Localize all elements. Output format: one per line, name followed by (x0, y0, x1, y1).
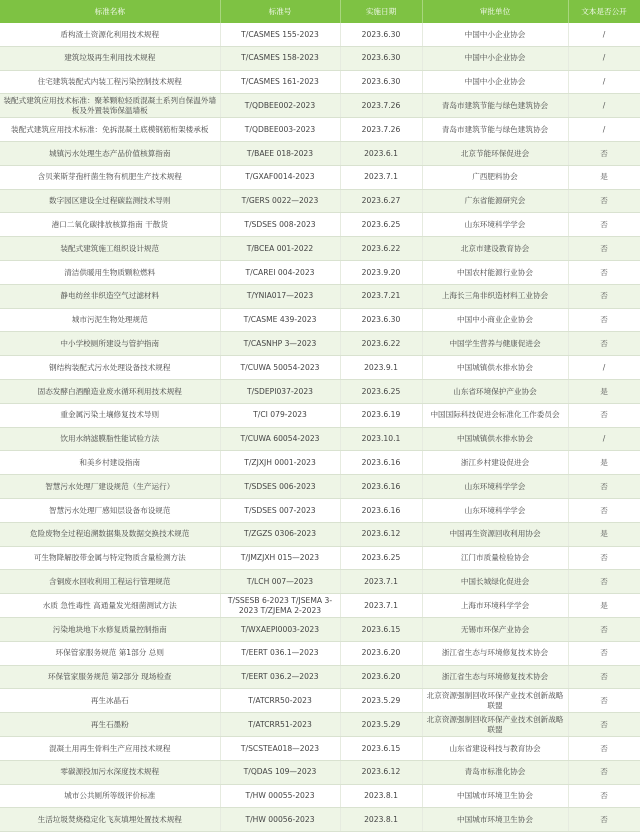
standard-name-cell: 中小学校厕所建设与管护指南 (0, 332, 220, 356)
text-public-cell: 否 (568, 260, 640, 284)
implementation-date-cell: 2023.7.1 (340, 594, 422, 618)
implementation-date-cell: 2023.9.20 (340, 260, 422, 284)
standard-name-cell: 可生物降解胶带金属与特定物质含量检测方法 (0, 546, 220, 570)
standard-name-cell: 和美乡村建设指南 (0, 451, 220, 475)
text-public-cell: 是 (568, 522, 640, 546)
standard-name-cell: 环保管家服务规范 第1部分 总则 (0, 641, 220, 665)
table-row (0, 260, 640, 284)
table-header-row (0, 0, 640, 23)
text-public-cell: 否 (568, 141, 640, 165)
standard-number-cell: T/WXAEPI0003-2023 (220, 617, 340, 641)
standard-number-cell: T/YNIA017—2023 (220, 284, 340, 308)
table-row (0, 713, 640, 737)
standard-name-cell: 智慧污水处理厂建设规范（生产运行） (0, 475, 220, 499)
table-row (0, 356, 640, 380)
standard-number-cell: T/EERT 036.2—2023 (220, 665, 340, 689)
standard-name-cell: 盾构渣土资源化利用技术规程 (0, 23, 220, 46)
standard-name-cell: 危险废物全过程追溯数据集及数据交换技术规范 (0, 522, 220, 546)
approving-unit-cell: 上海市环境科学学会 (422, 594, 568, 618)
approving-unit-cell: 浙江省生态与环境修复技术协会 (422, 665, 568, 689)
table-row (0, 522, 640, 546)
approving-unit-cell: 中国国际科技促进会标准化工作委员会 (422, 403, 568, 427)
standard-number-cell: T/CASNHP 3—2023 (220, 332, 340, 356)
standard-name-cell: 饮用水纳滤膜脂性能试验方法 (0, 427, 220, 451)
standard-number-cell: T/SSESB 6-2023 T/JSEMA 3-2023 T/ZJEMA 2-2023 (220, 594, 340, 618)
text-public-cell: 否 (568, 760, 640, 784)
implementation-date-cell: 2023.6.12 (340, 522, 422, 546)
approving-unit-cell: 青岛市标准化协会 (422, 760, 568, 784)
standard-name-cell: 住宅建筑装配式内装工程污染控制技术规程 (0, 70, 220, 94)
text-public-cell: 否 (568, 403, 640, 427)
table-row (0, 736, 640, 760)
implementation-date-cell: 2023.5.29 (340, 689, 422, 713)
text-public-cell: 否 (568, 189, 640, 213)
text-public-cell: 是 (568, 379, 640, 403)
table-row (0, 379, 640, 403)
text-public-cell: 否 (568, 213, 640, 237)
standard-name-cell: 重金属污染土壤修复技术导则 (0, 403, 220, 427)
table-row (0, 475, 640, 499)
implementation-date-cell: 2023.6.15 (340, 617, 422, 641)
table-row (0, 689, 640, 713)
approving-unit-cell: 中国中小企业协会 (422, 46, 568, 70)
approving-unit-cell: 中国中小企业协会 (422, 70, 568, 94)
standard-name-cell: 再生冰晶石 (0, 689, 220, 713)
standard-number-cell: T/QDBEE003-2023 (220, 118, 340, 142)
header-standard-number: 标准号 (220, 0, 340, 23)
table-row (0, 332, 640, 356)
implementation-date-cell: 2023.6.16 (340, 498, 422, 522)
standard-name-cell: 装配式建筑应用技术标准：免拆混凝土底模钢筋桁架楼承板 (0, 118, 220, 142)
table-body (0, 23, 640, 832)
text-public-cell: 否 (568, 237, 640, 261)
approving-unit-cell: 中国长城绿化促进会 (422, 570, 568, 594)
table-row (0, 641, 640, 665)
implementation-date-cell: 2023.6.22 (340, 237, 422, 261)
standard-number-cell: T/BAEE 018-2023 (220, 141, 340, 165)
implementation-date-cell: 2023.6.25 (340, 546, 422, 570)
table-row (0, 237, 640, 261)
text-public-cell: 否 (568, 713, 640, 737)
standard-number-cell: T/ZJXJH 0001-2023 (220, 451, 340, 475)
approving-unit-cell: 北京资源强制回收环保产业技术创新战略联盟 (422, 713, 568, 737)
text-public-cell: 否 (568, 736, 640, 760)
implementation-date-cell: 2023.6.16 (340, 475, 422, 499)
standard-number-cell: T/SDSES 006-2023 (220, 475, 340, 499)
standard-name-cell: 钢结构装配式污水处理设备技术规程 (0, 356, 220, 380)
approving-unit-cell: 山东环境科学学会 (422, 475, 568, 499)
implementation-date-cell: 2023.6.12 (340, 760, 422, 784)
standard-name-cell: 城镇污水处理生态产品价值核算指南 (0, 141, 220, 165)
implementation-date-cell: 2023.6.25 (340, 379, 422, 403)
table-row (0, 594, 640, 618)
table-row (0, 760, 640, 784)
standard-name-cell: 港口二氧化碳排放核算指南 干散货 (0, 213, 220, 237)
text-public-cell: 否 (568, 308, 640, 332)
table-row (0, 665, 640, 689)
table-row (0, 165, 640, 189)
approving-unit-cell: 青岛市建筑节能与绿色建筑协会 (422, 118, 568, 142)
standard-name-cell: 生活垃圾焚烧稳定化飞灰填埋处置技术规程 (0, 808, 220, 832)
standard-number-cell: T/SDSES 007-2023 (220, 498, 340, 522)
standard-name-cell: 固态发酵白酒酿造业废水循环利用技术规程 (0, 379, 220, 403)
table-row (0, 213, 640, 237)
implementation-date-cell: 2023.6.30 (340, 308, 422, 332)
standard-number-cell: T/GXAF0014-2023 (220, 165, 340, 189)
header-standard-name: 标准名称 (0, 0, 220, 23)
approving-unit-cell: 中国城镇供水排水协会 (422, 356, 568, 380)
standard-number-cell: T/SDEPI037-2023 (220, 379, 340, 403)
table-row (0, 784, 640, 808)
text-public-cell: 否 (568, 689, 640, 713)
text-public-cell: / (568, 356, 640, 380)
approving-unit-cell: 青岛市建筑节能与绿色建筑协会 (422, 94, 568, 118)
text-public-cell: 否 (568, 332, 640, 356)
standard-name-cell: 城市公共厕所等级评价标准 (0, 784, 220, 808)
standard-name-cell: 零碳源投加污水深度技术规程 (0, 760, 220, 784)
standard-number-cell: T/CASMES 161-2023 (220, 70, 340, 94)
standard-name-cell: 污染地块地下水修复质量控制指南 (0, 617, 220, 641)
text-public-cell: 是 (568, 451, 640, 475)
standard-name-cell: 装配式建筑应用技术标准：聚苯颗粒轻质混凝土系列自保温外墙板及外置装饰保温墙板 (0, 94, 220, 118)
implementation-date-cell: 2023.6.30 (340, 46, 422, 70)
standard-name-cell: 智慧污水处理厂感知层设备布设规范 (0, 498, 220, 522)
standard-number-cell: T/JMZJXH 015—2023 (220, 546, 340, 570)
standard-name-cell: 含铜废水回收利用工程运行管理规范 (0, 570, 220, 594)
implementation-date-cell: 2023.7.26 (340, 94, 422, 118)
text-public-cell: 是 (568, 165, 640, 189)
table-row (0, 70, 640, 94)
standard-number-cell: T/HW 00056-2023 (220, 808, 340, 832)
approving-unit-cell: 上海长三角非织造材料工业协会 (422, 284, 568, 308)
table-row (0, 617, 640, 641)
approving-unit-cell: 中国城市环境卫生协会 (422, 808, 568, 832)
approving-unit-cell: 江门市质量检验协会 (422, 546, 568, 570)
text-public-cell: / (568, 23, 640, 46)
standard-number-cell: T/CUWA 50054-2023 (220, 356, 340, 380)
approving-unit-cell: 广东省能源研究会 (422, 189, 568, 213)
text-public-cell: 否 (568, 570, 640, 594)
implementation-date-cell: 2023.5.29 (340, 713, 422, 737)
standard-number-cell: T/EERT 036.1—2023 (220, 641, 340, 665)
text-public-cell: 否 (568, 284, 640, 308)
table-row (0, 23, 640, 46)
standard-name-cell: 含贝莱斯芽孢杆菌生物有机肥生产技术规程 (0, 165, 220, 189)
table-row (0, 284, 640, 308)
standard-name-cell: 再生石墨粉 (0, 713, 220, 737)
standard-name-cell: 静电纺丝非织造空气过滤材料 (0, 284, 220, 308)
standard-number-cell: T/CUWA 60054-2023 (220, 427, 340, 451)
standard-name-cell: 数字园区建设全过程碳监测技术导则 (0, 189, 220, 213)
header-implementation-date: 实施日期 (340, 0, 422, 23)
text-public-cell: 否 (568, 498, 640, 522)
standard-number-cell: T/QDAS 109—2023 (220, 760, 340, 784)
table-row (0, 498, 640, 522)
implementation-date-cell: 2023.8.1 (340, 808, 422, 832)
standard-name-cell: 环保管家服务规范 第2部分 现场检查 (0, 665, 220, 689)
approving-unit-cell: 山东环境科学学会 (422, 213, 568, 237)
approving-unit-cell: 山东省环境保护产业协会 (422, 379, 568, 403)
approving-unit-cell: 山东省建设科技与教育协会 (422, 736, 568, 760)
approving-unit-cell: 北京市建设教育协会 (422, 237, 568, 261)
standard-number-cell: T/SDSES 008-2023 (220, 213, 340, 237)
approving-unit-cell: 浙江乡村建设促进会 (422, 451, 568, 475)
approving-unit-cell: 中国城镇供水排水协会 (422, 427, 568, 451)
implementation-date-cell: 2023.7.1 (340, 165, 422, 189)
table-row (0, 189, 640, 213)
implementation-date-cell: 2023.6.20 (340, 665, 422, 689)
table-row (0, 570, 640, 594)
standard-number-cell: T/CASME 439-2023 (220, 308, 340, 332)
standard-name-cell: 城市污泥生物处理规范 (0, 308, 220, 332)
standard-number-cell: T/SCSTEA018—2023 (220, 736, 340, 760)
implementation-date-cell: 2023.6.25 (340, 213, 422, 237)
implementation-date-cell: 2023.6.16 (340, 451, 422, 475)
header-text-public: 文本是否公开 (568, 0, 640, 23)
approving-unit-cell: 北京资源强制回收环保产业技术创新战略联盟 (422, 689, 568, 713)
approving-unit-cell: 浙江省生态与环境修复技术协会 (422, 641, 568, 665)
standard-number-cell: T/CASMES 158-2023 (220, 46, 340, 70)
table-row (0, 451, 640, 475)
standard-number-cell: T/ATCRR50-2023 (220, 689, 340, 713)
text-public-cell: / (568, 46, 640, 70)
text-public-cell: 否 (568, 546, 640, 570)
standard-name-cell: 清洁供暖用生物质颗粒燃料 (0, 260, 220, 284)
approving-unit-cell: 山东环境科学学会 (422, 498, 568, 522)
header-approving-unit: 审批单位 (422, 0, 568, 23)
approving-unit-cell: 中国再生资源回收利用协会 (422, 522, 568, 546)
standard-number-cell: T/CASMES 155-2023 (220, 23, 340, 46)
table-row (0, 46, 640, 70)
implementation-date-cell: 2023.8.1 (340, 784, 422, 808)
approving-unit-cell: 中国中小商业企业协会 (422, 308, 568, 332)
text-public-cell: 否 (568, 665, 640, 689)
implementation-date-cell: 2023.7.21 (340, 284, 422, 308)
text-public-cell: / (568, 94, 640, 118)
approving-unit-cell: 北京节能环保促进会 (422, 141, 568, 165)
standard-number-cell: T/QDBEE002-2023 (220, 94, 340, 118)
approving-unit-cell: 中国学生营养与健康促进会 (422, 332, 568, 356)
implementation-date-cell: 2023.7.26 (340, 118, 422, 142)
implementation-date-cell: 2023.6.27 (340, 189, 422, 213)
text-public-cell: 否 (568, 808, 640, 832)
table-row (0, 141, 640, 165)
approving-unit-cell: 中国中小企业协会 (422, 23, 568, 46)
table-row (0, 308, 640, 332)
standard-number-cell: T/ZGZS 0306-2023 (220, 522, 340, 546)
implementation-date-cell: 2023.6.20 (340, 641, 422, 665)
standard-name-cell: 建筑垃圾再生利用技术规程 (0, 46, 220, 70)
implementation-date-cell: 2023.6.1 (340, 141, 422, 165)
approving-unit-cell: 中国农村能源行业协会 (422, 260, 568, 284)
approving-unit-cell: 广西肥料协会 (422, 165, 568, 189)
standard-number-cell: T/CI 079-2023 (220, 403, 340, 427)
standard-number-cell: T/ATCRR51-2023 (220, 713, 340, 737)
implementation-date-cell: 2023.6.30 (340, 70, 422, 94)
text-public-cell: 是 (568, 594, 640, 618)
text-public-cell: / (568, 70, 640, 94)
table-row (0, 808, 640, 832)
implementation-date-cell: 2023.6.22 (340, 332, 422, 356)
implementation-date-cell: 2023.6.30 (340, 23, 422, 46)
text-public-cell: 否 (568, 641, 640, 665)
table-row (0, 427, 640, 451)
table-row (0, 94, 640, 118)
implementation-date-cell: 2023.9.1 (340, 356, 422, 380)
approving-unit-cell: 中国城市环境卫生协会 (422, 784, 568, 808)
approving-unit-cell: 无锡市环保产业协会 (422, 617, 568, 641)
table-row (0, 118, 640, 142)
standard-number-cell: T/CAREI 004-2023 (220, 260, 340, 284)
standard-number-cell: T/HW 00055-2023 (220, 784, 340, 808)
standard-number-cell: T/BCEA 001-2022 (220, 237, 340, 261)
text-public-cell: 否 (568, 784, 640, 808)
standard-name-cell: 水质 急性毒性 高通量发光细菌测试方法 (0, 594, 220, 618)
standard-name-cell: 装配式建筑施工组织设计规范 (0, 237, 220, 261)
standard-number-cell: T/GERS 0022—2023 (220, 189, 340, 213)
standard-name-cell: 混凝土用再生骨料生产应用技术规程 (0, 736, 220, 760)
table-row (0, 546, 640, 570)
implementation-date-cell: 2023.6.19 (340, 403, 422, 427)
text-public-cell: / (568, 118, 640, 142)
text-public-cell: / (568, 427, 640, 451)
implementation-date-cell: 2023.6.15 (340, 736, 422, 760)
implementation-date-cell: 2023.7.1 (340, 570, 422, 594)
implementation-date-cell: 2023.10.1 (340, 427, 422, 451)
text-public-cell: 否 (568, 617, 640, 641)
text-public-cell: 否 (568, 475, 640, 499)
table-row (0, 403, 640, 427)
standard-number-cell: T/LCH 007—2023 (220, 570, 340, 594)
